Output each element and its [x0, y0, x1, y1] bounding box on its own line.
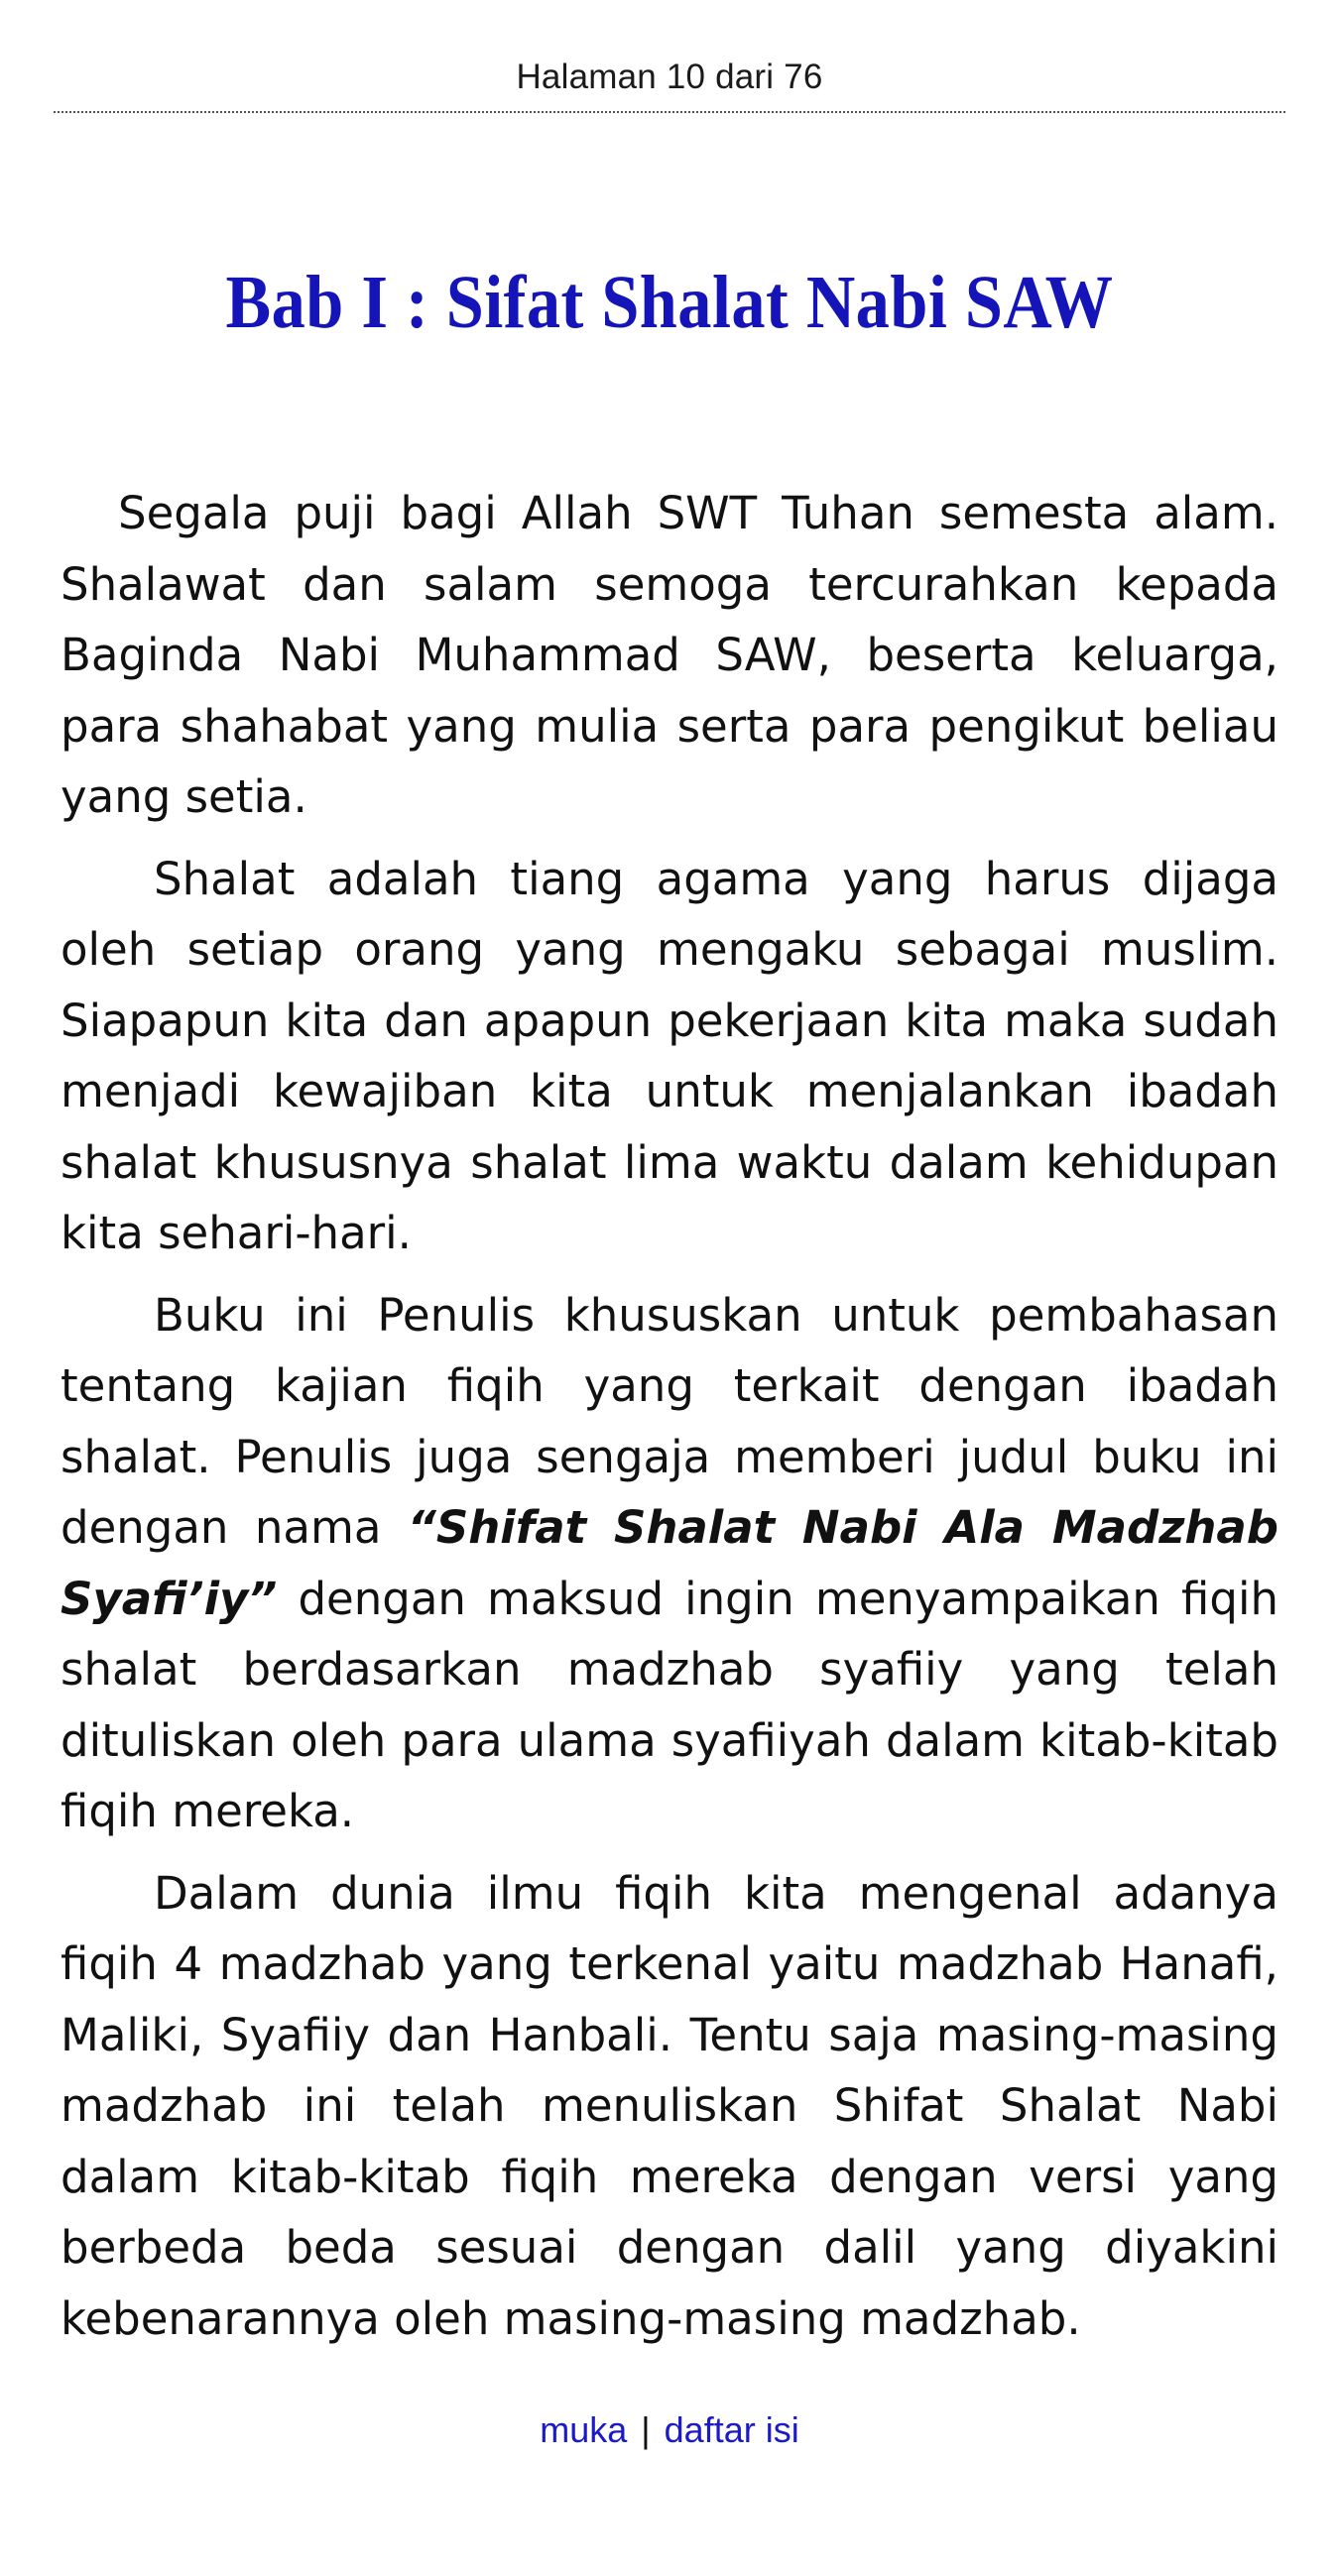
front-page-link[interactable]: muka	[540, 2409, 628, 2450]
paragraph-3-rest: dengan maksud ingin menyampaikan fiqih shalat berdasarkan madzhab syafiiy yang telah dituliskan oleh para ulama syafiiyah dalam kitab-kitab fiqih mereka.	[61, 1572, 1278, 1837]
paragraph-1: Segala puji bagi Allah SWT Tuhan semesta alam. Shalawat dan salam semoga tercurahkan kepada Baginda Nabi Muhammad SAW, beserta keluarga, para shahabat yang mulia serta para pengikut beliau yang setia.	[61, 487, 1278, 823]
book-title-emphasis: “Shifat Shalat Nabi Ala Madzhab Syafi’iy”	[61, 1501, 1278, 1625]
page-indicator: Halaman 10 dari 76	[516, 58, 823, 96]
paragraph-2: Shalat adalah tiang agama yang harus dijaga oleh setiap orang yang mengaku sebagai muslim. Siapapun kita dan apapun pekerjaan kita maka sudah menjadi kewajiban kita untuk menjalankan ibadah shalat khususnya shalat lima waktu dalam kehidupan kita sehari-hari.	[61, 852, 1278, 1259]
footer-nav	[0, 2409, 1339, 2451]
header-divider	[54, 111, 1285, 113]
footer-separator: |	[641, 2409, 651, 2450]
body-text	[61, 478, 1278, 2365]
table-of-contents-link[interactable]: daftar isi	[664, 2409, 799, 2450]
paragraph-3-intro: Buku ini Penulis khususkan untuk pembahasan tentang kajian fiqih yang terkait dengan ibadah shalat. Penulis juga sengaja memberi judul buku ini dengan nama	[61, 1288, 1278, 1554]
paragraph-3	[61, 1280, 1278, 1847]
chapter-title: Bab I : Sifat Shalat Nabi SAW	[225, 261, 1114, 344]
paragraph-4: Dalam dunia ilmu fiqih kita mengenal adanya fiqih 4 madzhab yang terkenal yaitu madzhab Hanafi, Maliki, Syafiiy dan Hanbali. Tentu saja masing-masing madzhab ini telah menuliskan Shifat Shalat Nabi dalam kitab-kitab fiqih mereka dengan versi yang berbeda beda sesuai dengan dalil yang diyakini kebenarannya oleh masing-masing madzhab.	[61, 1866, 1278, 2345]
